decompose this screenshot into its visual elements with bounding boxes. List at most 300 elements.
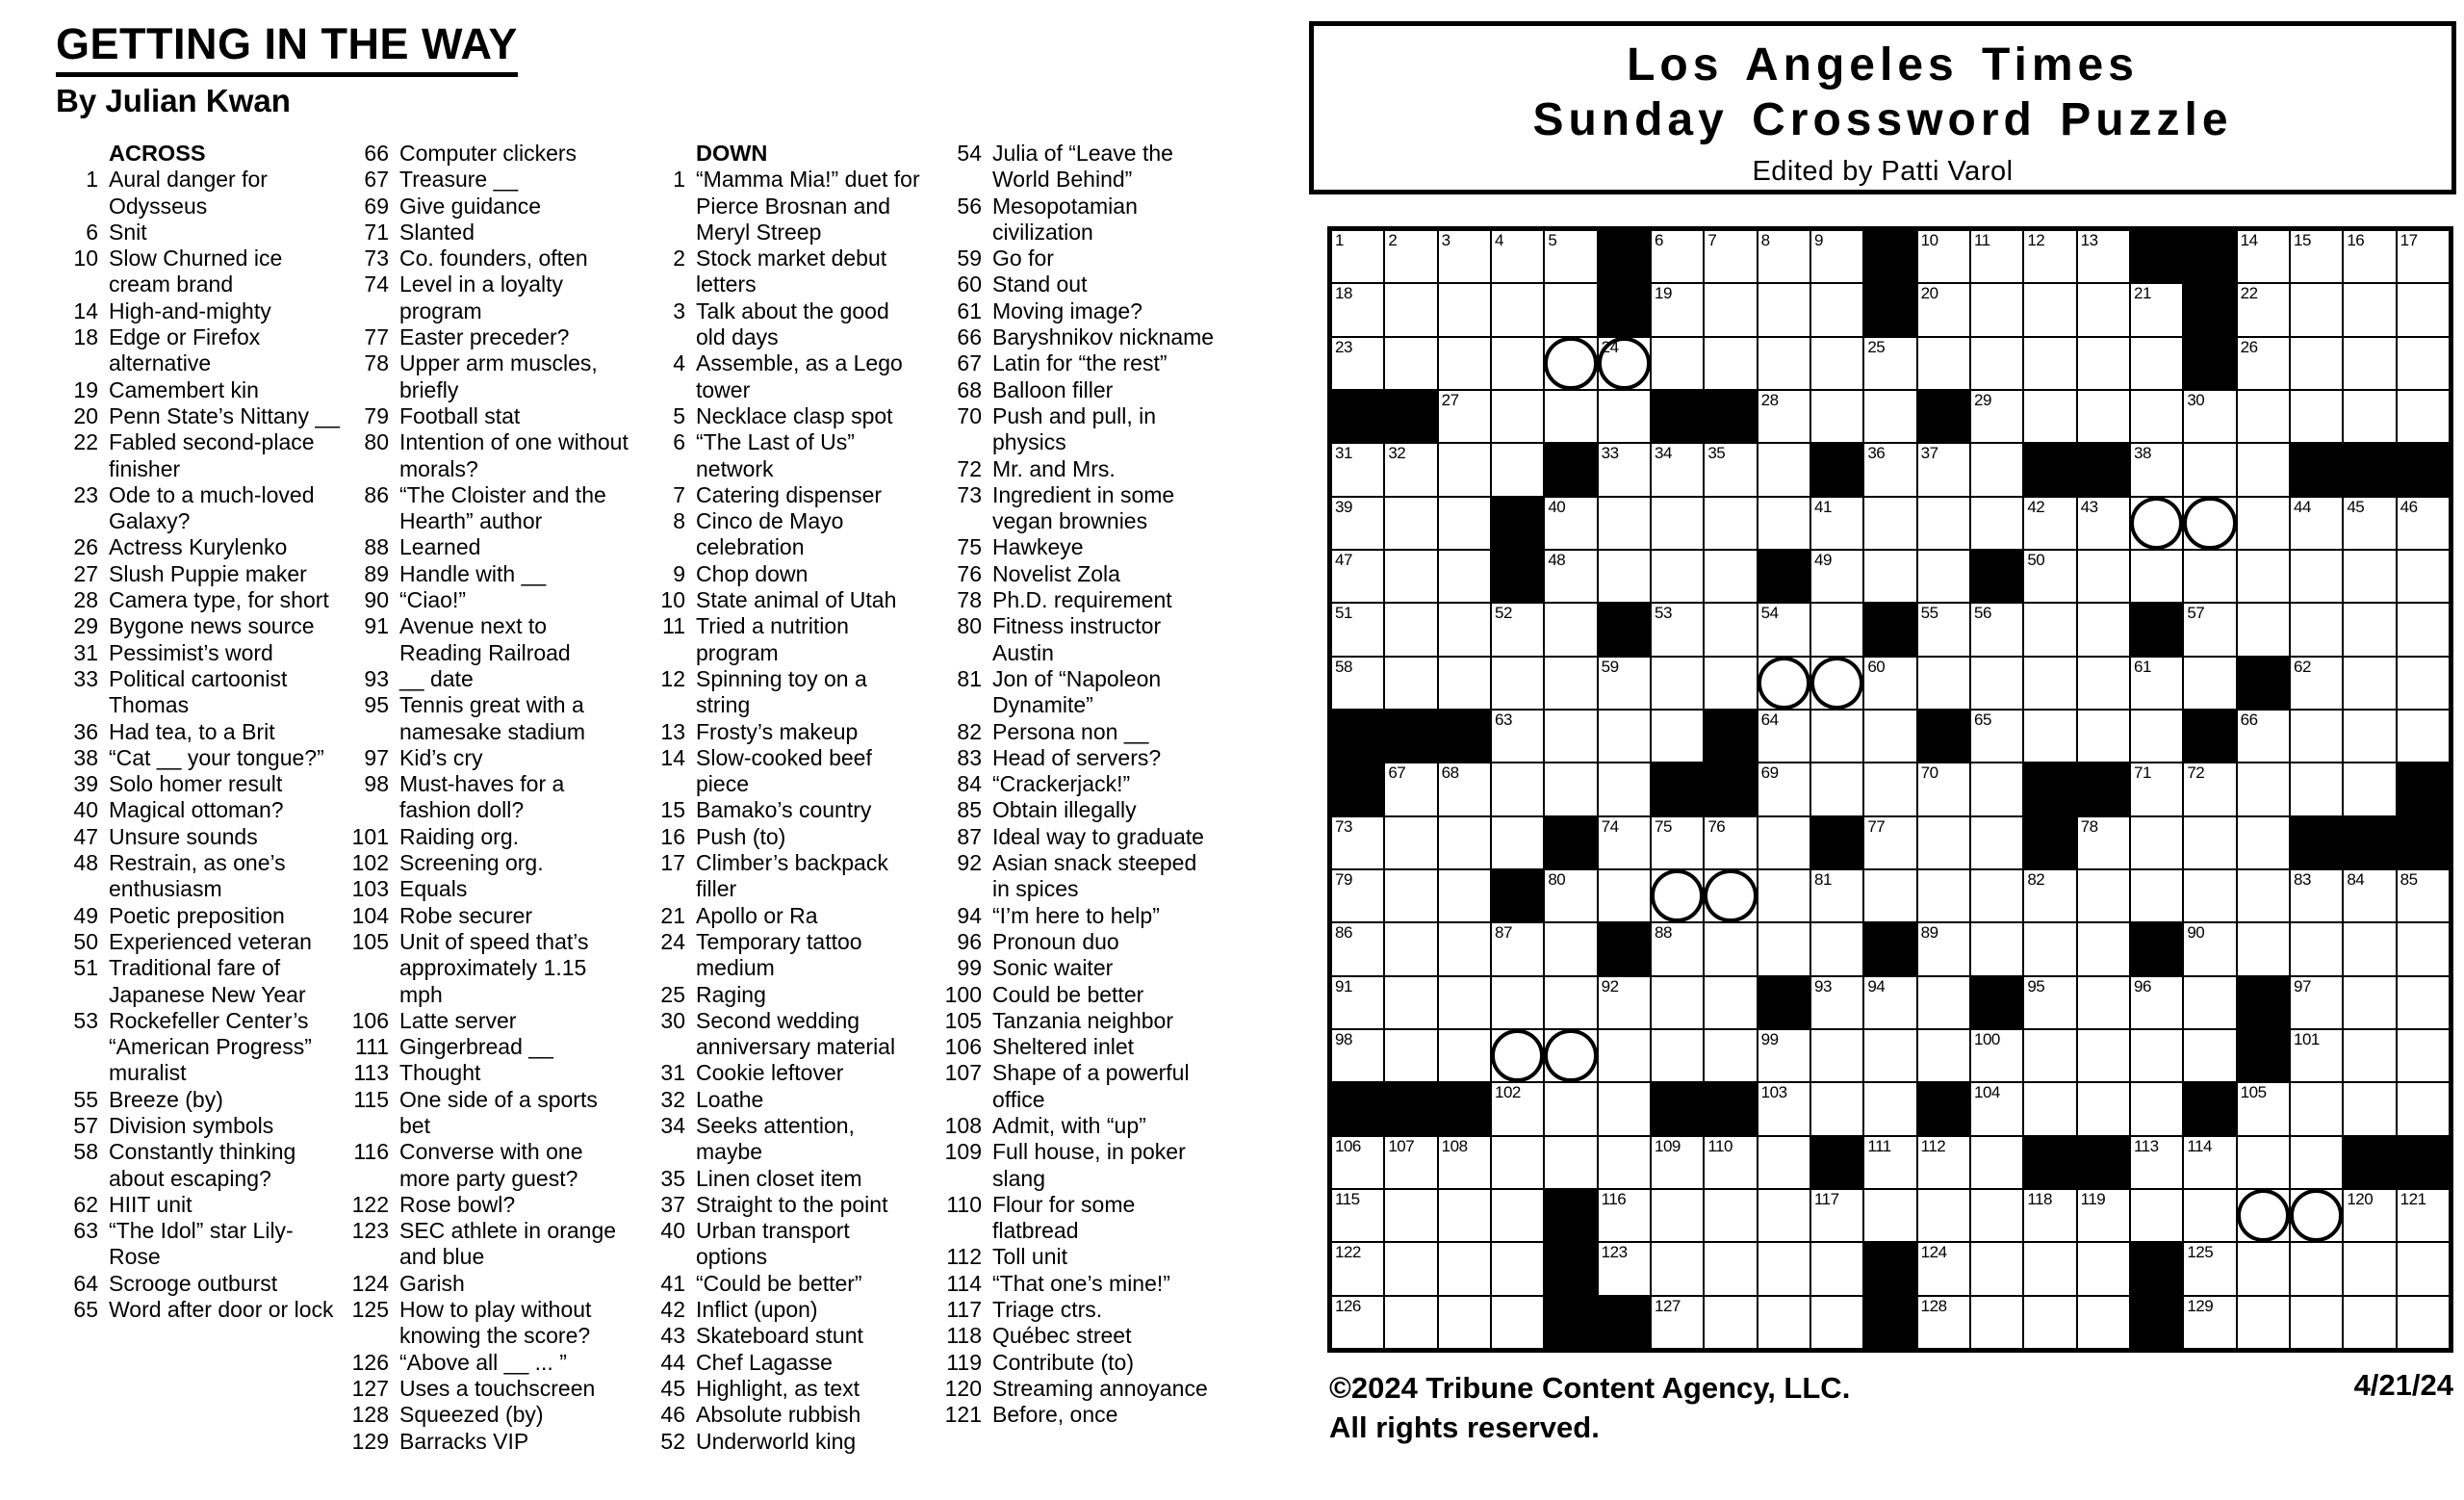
grid-cell[interactable] (1864, 498, 1915, 549)
grid-cell[interactable] (1439, 977, 1490, 1028)
grid-cell[interactable] (2398, 1297, 2449, 1348)
grid-cell[interactable] (2131, 338, 2182, 389)
grid-cell[interactable] (1758, 1297, 1810, 1348)
grid-cell[interactable] (1545, 977, 1596, 1028)
grid-cell[interactable] (2184, 817, 2235, 868)
grid-cell[interactable] (2131, 1190, 2182, 1241)
grid-cell[interactable] (1599, 711, 1650, 762)
grid-cell[interactable] (1545, 923, 1596, 974)
grid-cell[interactable] (2344, 658, 2395, 709)
grid-cell[interactable] (1492, 1297, 1543, 1348)
grid-cell[interactable] (1811, 391, 1862, 442)
grid-cell[interactable] (1545, 551, 1596, 602)
grid-cell[interactable] (2078, 1083, 2129, 1134)
grid-cell[interactable] (1332, 870, 1383, 921)
grid-cell[interactable] (1811, 923, 1862, 974)
grid-cell[interactable] (2291, 923, 2342, 974)
grid-cell[interactable] (2078, 870, 2129, 921)
grid-cell[interactable] (1971, 1030, 2022, 1081)
grid-cell[interactable] (1599, 1137, 1650, 1188)
grid-cell[interactable] (1705, 1137, 1756, 1188)
grid-cell[interactable] (1545, 498, 1596, 549)
grid-cell[interactable] (1652, 1137, 1703, 1188)
grid-cell[interactable] (1864, 817, 1915, 868)
grid-cell[interactable] (1652, 1190, 1703, 1241)
grid-cell[interactable] (2024, 1030, 2075, 1081)
grid-cell[interactable] (2024, 498, 2075, 549)
grid-cell[interactable] (1811, 338, 1862, 389)
grid-cell[interactable] (1971, 870, 2022, 921)
grid-cell[interactable] (1385, 977, 1436, 1028)
grid-cell[interactable] (1439, 284, 1490, 335)
grid-cell[interactable] (2291, 763, 2342, 815)
grid-cell[interactable] (2024, 711, 2075, 762)
grid-cell[interactable] (1864, 1030, 1915, 1081)
grid-cell[interactable] (1758, 284, 1810, 335)
grid-cell[interactable] (1385, 604, 1436, 655)
grid-cell[interactable] (2291, 870, 2342, 921)
grid-cell[interactable] (1705, 551, 1756, 602)
grid-cell[interactable] (1332, 231, 1383, 282)
grid-cell[interactable] (1332, 498, 1383, 549)
grid-cell[interactable] (1705, 338, 1756, 389)
grid-cell[interactable] (2398, 870, 2449, 921)
grid-cell[interactable] (2024, 977, 2075, 1028)
grid-cell[interactable] (2238, 231, 2289, 282)
grid-cell[interactable] (1599, 444, 1650, 495)
grid-cell[interactable] (2398, 1243, 2449, 1294)
grid-cell[interactable] (1971, 817, 2022, 868)
grid-cell[interactable] (2291, 1137, 2342, 1188)
grid-cell[interactable] (1705, 1030, 1756, 1081)
grid-cell[interactable] (2238, 284, 2289, 335)
grid-cell[interactable] (1971, 498, 2022, 549)
grid-cell[interactable] (2238, 1190, 2289, 1241)
grid-cell[interactable] (1971, 923, 2022, 974)
grid-cell[interactable] (1439, 763, 1490, 815)
grid-cell[interactable] (1492, 391, 1543, 442)
grid-cell[interactable] (2078, 1243, 2129, 1294)
grid-cell[interactable] (1758, 391, 1810, 442)
grid-cell[interactable] (1385, 817, 1436, 868)
grid-cell[interactable] (1385, 923, 1436, 974)
grid-cell[interactable] (1811, 551, 1862, 602)
grid-cell[interactable] (1545, 231, 1596, 282)
grid-cell[interactable] (2291, 551, 2342, 602)
grid-cell[interactable] (1811, 1243, 1862, 1294)
grid-cell[interactable] (1652, 338, 1703, 389)
grid-cell[interactable] (1918, 923, 1969, 974)
grid-cell[interactable] (2344, 977, 2395, 1028)
grid-cell[interactable] (1439, 923, 1490, 974)
grid-cell[interactable] (1439, 1137, 1490, 1188)
grid-cell[interactable] (1599, 1030, 1650, 1081)
grid-cell[interactable] (1918, 870, 1969, 921)
grid-cell[interactable] (2024, 231, 2075, 282)
grid-cell[interactable] (2131, 870, 2182, 921)
grid-cell[interactable] (1864, 551, 1915, 602)
grid-cell[interactable] (2184, 763, 2235, 815)
grid-cell[interactable] (1492, 444, 1543, 495)
grid-cell[interactable] (2238, 604, 2289, 655)
grid-cell[interactable] (1971, 444, 2022, 495)
grid-cell[interactable] (1332, 923, 1383, 974)
grid-cell[interactable] (1385, 870, 1436, 921)
grid-cell[interactable] (2131, 763, 2182, 815)
grid-cell[interactable] (2184, 391, 2235, 442)
grid-cell[interactable] (1705, 231, 1756, 282)
grid-cell[interactable] (2024, 658, 2075, 709)
grid-cell[interactable] (1332, 817, 1383, 868)
grid-cell[interactable] (1332, 658, 1383, 709)
grid-cell[interactable] (1705, 284, 1756, 335)
grid-cell[interactable] (1918, 231, 1969, 282)
grid-cell[interactable] (1332, 977, 1383, 1028)
grid-cell[interactable] (1918, 498, 1969, 549)
grid-cell[interactable] (1971, 284, 2022, 335)
grid-cell[interactable] (2184, 498, 2235, 549)
grid-cell[interactable] (2024, 1083, 2075, 1134)
grid-cell[interactable] (2398, 231, 2449, 282)
grid-cell[interactable] (1918, 1190, 1969, 1241)
grid-cell[interactable] (1864, 1137, 1915, 1188)
grid-cell[interactable] (1545, 1083, 1596, 1134)
grid-cell[interactable] (1971, 763, 2022, 815)
grid-cell[interactable] (1705, 658, 1756, 709)
grid-cell[interactable] (1439, 604, 1490, 655)
grid-cell[interactable] (1758, 658, 1810, 709)
grid-cell[interactable] (2078, 284, 2129, 335)
grid-cell[interactable] (2291, 604, 2342, 655)
grid-cell[interactable] (1439, 231, 1490, 282)
grid-cell[interactable] (1385, 498, 1436, 549)
grid-cell[interactable] (1811, 977, 1862, 1028)
grid-cell[interactable] (1811, 1190, 1862, 1241)
grid-cell[interactable] (1918, 551, 1969, 602)
grid-cell[interactable] (2131, 711, 2182, 762)
grid-cell[interactable] (1864, 1083, 1915, 1134)
grid-cell[interactable] (1971, 1083, 2022, 1134)
grid-cell[interactable] (2024, 338, 2075, 389)
grid-cell[interactable] (1439, 391, 1490, 442)
grid-cell[interactable] (2024, 284, 2075, 335)
grid-cell[interactable] (1332, 1297, 1383, 1348)
grid-cell[interactable] (1599, 1243, 1650, 1294)
grid-cell[interactable] (1971, 711, 2022, 762)
grid-cell[interactable] (1811, 1083, 1862, 1134)
grid-cell[interactable] (1652, 231, 1703, 282)
grid-cell[interactable] (1545, 763, 1596, 815)
grid-cell[interactable] (1599, 338, 1650, 389)
grid-cell[interactable] (2238, 1297, 2289, 1348)
grid-cell[interactable] (2131, 391, 2182, 442)
grid-cell[interactable] (2024, 1190, 2075, 1241)
grid-cell[interactable] (2078, 711, 2129, 762)
grid-cell[interactable] (2024, 1297, 2075, 1348)
grid-cell[interactable] (2078, 391, 2129, 442)
grid-cell[interactable] (2344, 231, 2395, 282)
grid-cell[interactable] (2131, 551, 2182, 602)
grid-cell[interactable] (1385, 551, 1436, 602)
grid-cell[interactable] (1439, 870, 1490, 921)
grid-cell[interactable] (1758, 338, 1810, 389)
grid-cell[interactable] (1652, 923, 1703, 974)
grid-cell[interactable] (2398, 338, 2449, 389)
grid-cell[interactable] (1332, 1190, 1383, 1241)
grid-cell[interactable] (1545, 1137, 1596, 1188)
grid-cell[interactable] (2238, 923, 2289, 974)
grid-cell[interactable] (1758, 498, 1810, 549)
grid-cell[interactable] (1492, 338, 1543, 389)
grid-cell[interactable] (1545, 338, 1596, 389)
grid-cell[interactable] (2131, 1030, 2182, 1081)
grid-cell[interactable] (2184, 923, 2235, 974)
grid-cell[interactable] (2131, 817, 2182, 868)
grid-cell[interactable] (2398, 498, 2449, 549)
grid-cell[interactable] (1385, 1030, 1436, 1081)
grid-cell[interactable] (1758, 444, 1810, 495)
grid-cell[interactable] (2184, 1190, 2235, 1241)
grid-cell[interactable] (2344, 763, 2395, 815)
grid-cell[interactable] (1758, 1030, 1810, 1081)
grid-cell[interactable] (1492, 923, 1543, 974)
grid-cell[interactable] (2291, 1083, 2342, 1134)
grid-cell[interactable] (1758, 1137, 1810, 1188)
grid-cell[interactable] (1971, 1190, 2022, 1241)
grid-cell[interactable] (2131, 284, 2182, 335)
grid-cell[interactable] (2078, 658, 2129, 709)
grid-cell[interactable] (1971, 391, 2022, 442)
grid-cell[interactable] (2291, 231, 2342, 282)
grid-cell[interactable] (1705, 817, 1756, 868)
grid-cell[interactable] (2078, 1030, 2129, 1081)
grid-cell[interactable] (1599, 977, 1650, 1028)
grid-cell[interactable] (1385, 1243, 1436, 1294)
grid-cell[interactable] (2131, 658, 2182, 709)
grid-cell[interactable] (2238, 498, 2289, 549)
grid-cell[interactable] (1492, 1137, 1543, 1188)
grid-cell[interactable] (2131, 1137, 2182, 1188)
grid-cell[interactable] (2398, 551, 2449, 602)
grid-cell[interactable] (1864, 444, 1915, 495)
grid-cell[interactable] (2291, 1243, 2342, 1294)
grid-cell[interactable] (1811, 763, 1862, 815)
grid-cell[interactable] (2024, 1243, 2075, 1294)
grid-cell[interactable] (1652, 870, 1703, 921)
grid-cell[interactable] (1918, 977, 1969, 1028)
grid-cell[interactable] (1705, 1190, 1756, 1241)
grid-cell[interactable] (1332, 1243, 1383, 1294)
grid-cell[interactable] (1971, 231, 2022, 282)
grid-cell[interactable] (1758, 604, 1810, 655)
grid-cell[interactable] (1971, 658, 2022, 709)
grid-cell[interactable] (1705, 604, 1756, 655)
grid-cell[interactable] (1492, 1190, 1543, 1241)
grid-cell[interactable] (1439, 1190, 1490, 1241)
grid-cell[interactable] (1492, 1030, 1543, 1081)
grid-cell[interactable] (1385, 444, 1436, 495)
grid-cell[interactable] (2398, 284, 2449, 335)
grid-cell[interactable] (2184, 551, 2235, 602)
grid-cell[interactable] (2344, 711, 2395, 762)
grid-cell[interactable] (1492, 1243, 1543, 1294)
grid-cell[interactable] (1492, 763, 1543, 815)
grid-cell[interactable] (1864, 870, 1915, 921)
grid-cell[interactable] (1811, 1297, 1862, 1348)
grid-cell[interactable] (1545, 604, 1596, 655)
grid-cell[interactable] (1385, 231, 1436, 282)
grid-cell[interactable] (2344, 391, 2395, 442)
grid-cell[interactable] (2238, 391, 2289, 442)
grid-cell[interactable] (1385, 1137, 1436, 1188)
grid-cell[interactable] (1652, 711, 1703, 762)
grid-cell[interactable] (2184, 1297, 2235, 1348)
grid-cell[interactable] (1492, 604, 1543, 655)
grid-cell[interactable] (2398, 391, 2449, 442)
grid-cell[interactable] (2078, 338, 2129, 389)
grid-cell[interactable] (2344, 498, 2395, 549)
grid-cell[interactable] (2344, 923, 2395, 974)
grid-cell[interactable] (2184, 444, 2235, 495)
grid-cell[interactable] (1918, 444, 1969, 495)
grid-cell[interactable] (1705, 1297, 1756, 1348)
grid-cell[interactable] (1811, 1030, 1862, 1081)
grid-cell[interactable] (2291, 711, 2342, 762)
grid-cell[interactable] (1705, 923, 1756, 974)
grid-cell[interactable] (1332, 1030, 1383, 1081)
grid-cell[interactable] (1385, 284, 1436, 335)
grid-cell[interactable] (1652, 551, 1703, 602)
grid-cell[interactable] (2238, 551, 2289, 602)
grid-cell[interactable] (1705, 444, 1756, 495)
grid-cell[interactable] (1439, 551, 1490, 602)
grid-cell[interactable] (2024, 923, 2075, 974)
grid-cell[interactable] (1652, 658, 1703, 709)
grid-cell[interactable] (1758, 1083, 1810, 1134)
grid-cell[interactable] (1918, 658, 1969, 709)
grid-cell[interactable] (2238, 338, 2289, 389)
grid-cell[interactable] (2078, 498, 2129, 549)
grid-cell[interactable] (1971, 1137, 2022, 1188)
grid-cell[interactable] (1652, 498, 1703, 549)
grid-cell[interactable] (1385, 658, 1436, 709)
grid-cell[interactable] (2291, 391, 2342, 442)
grid-cell[interactable] (2238, 711, 2289, 762)
grid-cell[interactable] (1652, 977, 1703, 1028)
grid-cell[interactable] (1918, 1030, 1969, 1081)
grid-cell[interactable] (1652, 817, 1703, 868)
grid-cell[interactable] (1918, 817, 1969, 868)
grid-cell[interactable] (1492, 284, 1543, 335)
grid-cell[interactable] (1971, 1297, 2022, 1348)
grid-cell[interactable] (1599, 391, 1650, 442)
grid-cell[interactable] (1864, 391, 1915, 442)
grid-cell[interactable] (1385, 338, 1436, 389)
grid-cell[interactable] (1758, 231, 1810, 282)
grid-cell[interactable] (2184, 1030, 2235, 1081)
grid-cell[interactable] (1599, 1083, 1650, 1134)
grid-cell[interactable] (1599, 817, 1650, 868)
grid-cell[interactable] (1332, 444, 1383, 495)
grid-cell[interactable] (1758, 1190, 1810, 1241)
grid-cell[interactable] (1599, 551, 1650, 602)
grid-cell[interactable] (2344, 1030, 2395, 1081)
grid-cell[interactable] (1705, 870, 1756, 921)
grid-cell[interactable] (1918, 763, 1969, 815)
grid-cell[interactable] (2024, 551, 2075, 602)
grid-cell[interactable] (2238, 1243, 2289, 1294)
grid-cell[interactable] (2238, 1137, 2289, 1188)
grid-cell[interactable] (1439, 1243, 1490, 1294)
grid-cell[interactable] (1599, 498, 1650, 549)
grid-cell[interactable] (2238, 870, 2289, 921)
grid-cell[interactable] (1332, 604, 1383, 655)
grid-cell[interactable] (1492, 977, 1543, 1028)
grid-cell[interactable] (1705, 1243, 1756, 1294)
grid-cell[interactable] (2238, 444, 2289, 495)
grid-cell[interactable] (2184, 604, 2235, 655)
grid-cell[interactable] (2291, 284, 2342, 335)
grid-cell[interactable] (2344, 1297, 2395, 1348)
grid-cell[interactable] (1811, 658, 1862, 709)
grid-cell[interactable] (1332, 338, 1383, 389)
grid-cell[interactable] (2398, 1190, 2449, 1241)
grid-cell[interactable] (2398, 604, 2449, 655)
grid-cell[interactable] (1599, 1190, 1650, 1241)
grid-cell[interactable] (2344, 870, 2395, 921)
grid-cell[interactable] (1864, 763, 1915, 815)
grid-cell[interactable] (2398, 711, 2449, 762)
grid-cell[interactable] (1439, 1297, 1490, 1348)
grid-cell[interactable] (1758, 711, 1810, 762)
grid-cell[interactable] (1864, 711, 1915, 762)
grid-cell[interactable] (1385, 1297, 1436, 1348)
grid-cell[interactable] (1918, 1243, 1969, 1294)
grid-cell[interactable] (1599, 763, 1650, 815)
grid-cell[interactable] (1332, 551, 1383, 602)
grid-cell[interactable] (1545, 870, 1596, 921)
grid-cell[interactable] (1705, 977, 1756, 1028)
grid-cell[interactable] (1492, 711, 1543, 762)
grid-cell[interactable] (2398, 1030, 2449, 1081)
grid-cell[interactable] (2291, 338, 2342, 389)
grid-cell[interactable] (1652, 1297, 1703, 1348)
grid-cell[interactable] (1652, 284, 1703, 335)
grid-cell[interactable] (2344, 338, 2395, 389)
grid-cell[interactable] (1439, 658, 1490, 709)
grid-cell[interactable] (1599, 870, 1650, 921)
grid-cell[interactable] (1811, 870, 1862, 921)
grid-cell[interactable] (1545, 284, 1596, 335)
grid-cell[interactable] (2344, 551, 2395, 602)
grid-cell[interactable] (1545, 391, 1596, 442)
grid-cell[interactable] (1492, 231, 1543, 282)
grid-cell[interactable] (1864, 1190, 1915, 1241)
grid-cell[interactable] (2184, 1137, 2235, 1188)
grid-cell[interactable] (2078, 1297, 2129, 1348)
grid-cell[interactable] (1971, 338, 2022, 389)
grid-cell[interactable] (1918, 604, 1969, 655)
grid-cell[interactable] (2078, 604, 2129, 655)
grid-cell[interactable] (2291, 658, 2342, 709)
grid-cell[interactable] (2184, 977, 2235, 1028)
grid-cell[interactable] (2344, 604, 2395, 655)
grid-cell[interactable] (1811, 711, 1862, 762)
grid-cell[interactable] (2024, 391, 2075, 442)
grid-cell[interactable] (2344, 1243, 2395, 1294)
grid-cell[interactable] (2398, 977, 2449, 1028)
grid-cell[interactable] (1439, 444, 1490, 495)
